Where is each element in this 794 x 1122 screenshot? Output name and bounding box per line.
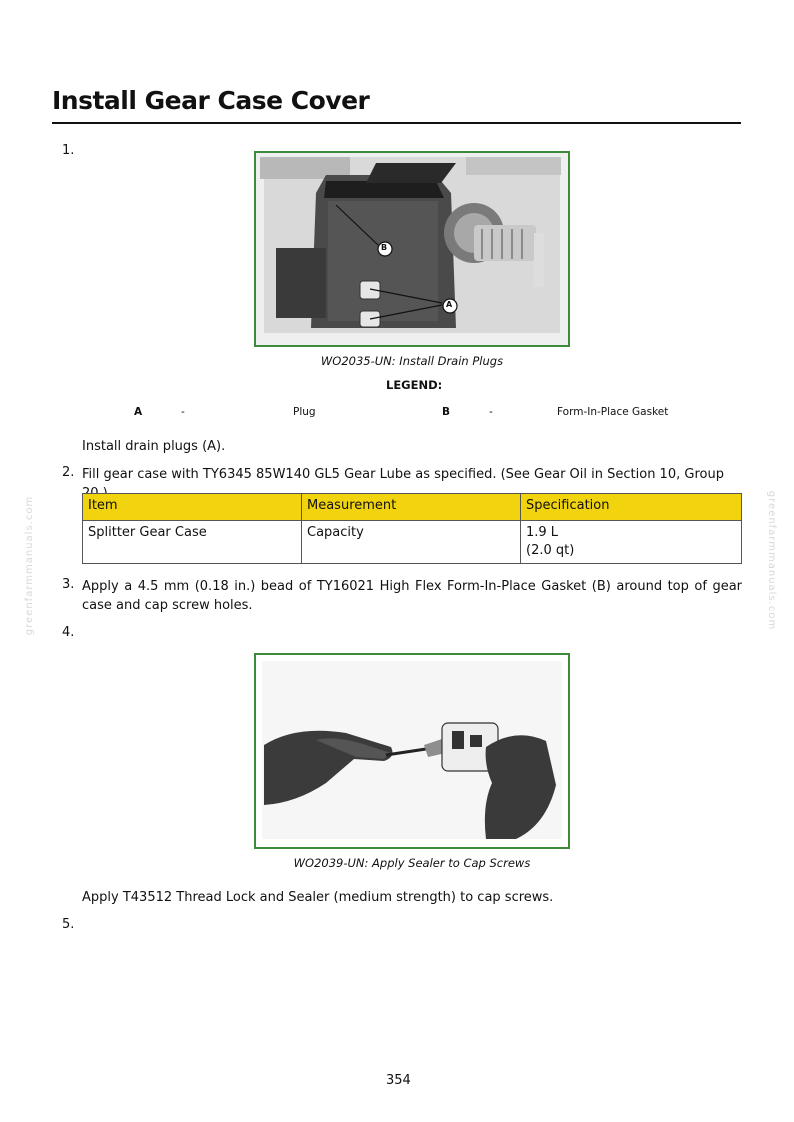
gear-case-photo	[256, 153, 568, 345]
legend-title: LEGEND:	[386, 378, 443, 392]
step4-instruction: Apply T43512 Thread Lock and Sealer (medium strength) to cap screws.	[82, 890, 554, 905]
header-specification: Specification	[521, 494, 742, 521]
header-item: Item	[83, 494, 302, 521]
legend-text-plug: Plug	[293, 406, 316, 418]
step2-instruction: Fill gear case with TY6345 85W140 GL5 Gear Lube as specified. (See Gear Oil in Section 10, Group	[82, 467, 724, 482]
legend-text-gasket: Form-In-Place Gasket	[557, 406, 669, 418]
cell-item: Splitter Gear Case	[83, 521, 302, 564]
page-number: 354	[386, 1073, 411, 1088]
figure2-caption: WO2039-UN: Apply Sealer to Cap Screws	[293, 856, 531, 870]
page-title: Install Gear Case Cover	[52, 86, 370, 115]
step-number-1: 1.	[62, 143, 75, 158]
spec-table-header-row	[83, 494, 742, 521]
legend-letter-b: B	[442, 406, 451, 418]
cell-specification	[521, 521, 742, 564]
step3-instruction: Apply a 4.5 mm (0.18 in.) bead of TY16021 High Flex Form-In-Place Gasket (B) around top of gear case and cap screw holes.	[82, 579, 742, 613]
spec-imperial: (2.0 qt)	[526, 543, 575, 558]
step-number-3: 3.	[62, 577, 75, 592]
sealer-photo	[256, 655, 568, 847]
watermark-left: greenfarmmanuals.com	[24, 495, 36, 636]
callout-a: A	[446, 300, 453, 309]
spec-table	[82, 493, 742, 564]
step-number-2: 2.	[62, 465, 75, 480]
title-divider	[52, 122, 741, 124]
callout-b: B	[381, 243, 388, 252]
step1-instruction: Install drain plugs (A).	[82, 439, 226, 454]
step-number-5: 5.	[62, 917, 75, 932]
header-measurement: Measurement	[302, 494, 521, 521]
spec-metric: 1.9 L	[526, 525, 559, 540]
legend-dash-a: -	[181, 406, 185, 418]
legend-letter-a: A	[134, 406, 143, 418]
step-number-4: 4.	[62, 625, 75, 640]
table-row	[83, 521, 742, 564]
legend-dash-b: -	[489, 406, 493, 418]
figure1-caption: WO2035-UN: Install Drain Plugs	[320, 354, 504, 368]
figure-apply-sealer	[254, 653, 570, 849]
cell-measurement: Capacity	[302, 521, 521, 564]
figure-drain-plugs	[254, 151, 570, 347]
watermark-right: greenfarmmanuals.com	[766, 490, 778, 631]
